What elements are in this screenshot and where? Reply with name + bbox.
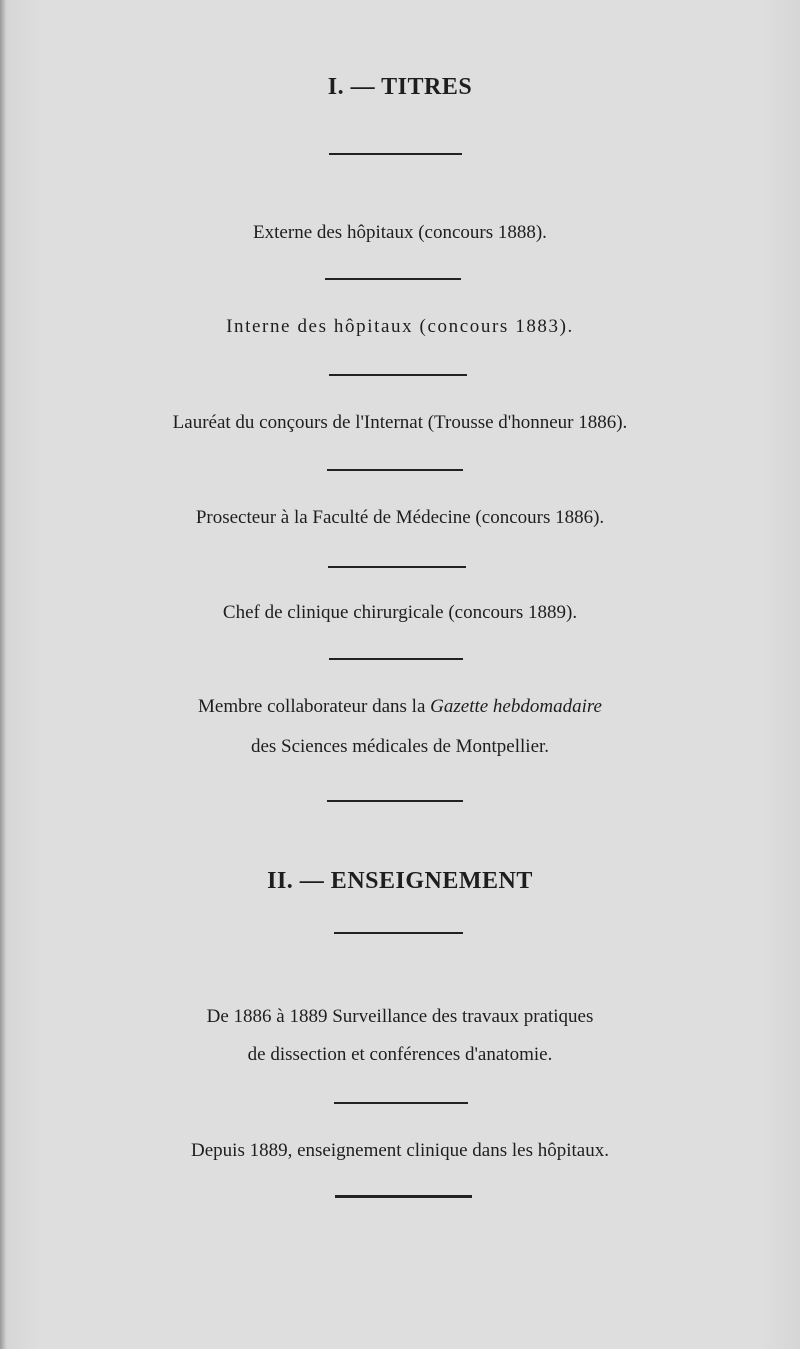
divider-rule	[334, 932, 463, 934]
divider-rule	[334, 1102, 468, 1104]
entry-chef-clinique: Chef de clinique chirurgicale (concours 1889).	[222, 602, 578, 623]
divider-rule	[329, 658, 463, 660]
section-heading-enseignement: II. — ENSEIGNEMENT	[267, 868, 533, 894]
end-rule	[335, 1195, 472, 1198]
entry-interne: Interne des hôpitaux (concours 1883).	[226, 316, 574, 337]
entry-laureat: Lauréat du conçours de l'Internat (Trousse d'honneur 1886).	[172, 412, 628, 433]
entry-prosecteur: Prosecteur à la Faculté de Médecine (concours 1886).	[195, 507, 605, 528]
divider-rule	[329, 153, 462, 155]
divider-rule	[328, 566, 466, 568]
entry-surveillance-line1: De 1886 à 1889 Surveillance des travaux pratiques	[206, 1006, 594, 1027]
entry-surveillance-line2: de dissection et conférences d'anatomie.	[247, 1044, 553, 1065]
divider-rule	[327, 800, 463, 802]
entry-externe: Externe des hôpitaux (concours 1888).	[253, 222, 547, 243]
entry-enseignement-clinique: Depuis 1889, enseignement clinique dans les hôpitaux.	[191, 1140, 609, 1161]
journal-title: Gazette hebdomadaire	[430, 696, 602, 717]
entry-membre-line2: des Sciences médicales de Montpellier.	[250, 736, 550, 757]
divider-rule	[325, 278, 461, 280]
divider-rule	[327, 469, 463, 471]
section-heading-titres: I. — TITRES	[327, 74, 473, 100]
entry-membre-line1	[0, 695, 800, 719]
divider-rule	[329, 374, 467, 376]
entry-membre-prefix: Membre collaborateur dans la	[198, 696, 431, 717]
